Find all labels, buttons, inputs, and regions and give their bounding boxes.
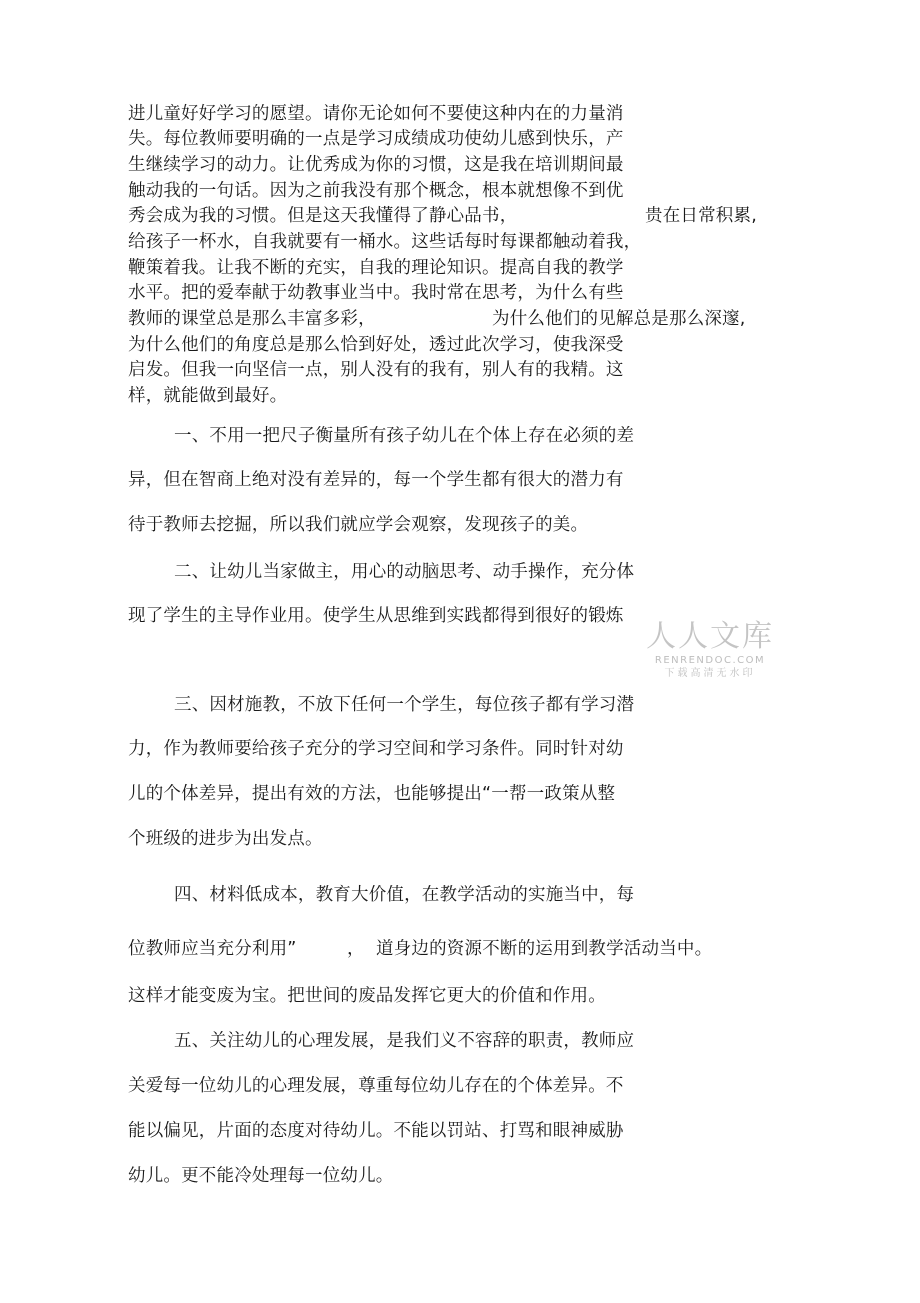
- point-line: 幼儿。更不能冷处理每一位幼儿。: [128, 1166, 394, 1186]
- text-line-tail: 为什么他们的见解总是那么深邃,: [492, 309, 746, 329]
- point-line: 力，作为教师要给孩子充分的学习空间和学习条件。同时针对幼: [128, 739, 624, 759]
- point-line: 位教师应当充分利用”: [128, 939, 297, 959]
- text-line: 教师的课堂总是那么丰富多彩，: [128, 309, 376, 329]
- watermark-logo: [645, 620, 775, 680]
- point-line: 四、材料低成本，教育大价值，在教学活动的实施当中，每: [174, 885, 635, 905]
- text-line-tail: 贵在日常积累,: [645, 206, 757, 226]
- point-line: 二、让幼儿当家做主，用心的动脑思考、动手操作，充分体: [174, 562, 635, 582]
- point-line: 能以偏见，片面的态度对待幼儿。不能以罚站、打骂和眼神威胁: [128, 1121, 624, 1141]
- point-line: 关爱每一位幼儿的心理发展，尊重每位幼儿存在的个体差异。不: [128, 1076, 624, 1096]
- text-line: 为什么他们的角度总是那么恰到好处，透过此次学习，使我深受: [128, 335, 624, 355]
- text-line: 样，就能做到最好。: [128, 386, 288, 406]
- point-line: 现了学生的主导作业用。使学生从思维到实践都得到很好的锻炼: [128, 606, 624, 626]
- point-line: 五、关注幼儿的心理发展，是我们义不容辞的职责，教师应: [174, 1031, 635, 1051]
- text-line: 触动我的一句话。因为之前我没有那个概念，根本就想像不到优: [128, 181, 624, 201]
- text-line: 秀会成为我的习惯。但是这天我懂得了静心品书，: [128, 206, 518, 226]
- point-line: 一、不用一把尺子衡量所有孩子幼儿在个体上存在必须的差: [174, 426, 635, 446]
- text-line: 水平。把的爱奉献于幼教事业当中。我时常在思考，为什么有些: [128, 283, 624, 303]
- watermark-url: RENRENDOC.COM: [654, 655, 766, 666]
- point-line: 个班级的进步为出发点。: [128, 829, 323, 849]
- text-line: 鞭策着我。让我不断的充实，自我的理论知识。提高自我的教学: [128, 258, 624, 278]
- point-line: 儿的个体差异，提出有效的方法，也能够提出“一帮一政策从整: [128, 784, 616, 804]
- text-line: 启发。但我一向坚信一点，别人没有的我有，别人有的我精。这: [128, 360, 624, 380]
- point-line: 异，但在智商上绝对没有差异的，每一个学生都有很大的潜力有: [128, 470, 624, 490]
- point-line-mid: ，: [347, 939, 365, 959]
- text-line: 生继续学习的动力。让优秀成为你的习惯，这是我在培训期间最: [128, 155, 624, 175]
- point-line: 待于教师去挖掘，所以我们就应学会观察，发现孩子的美。: [128, 515, 589, 535]
- point-line: 这样才能变废为宝。把世间的废品发挥它更大的价值和作用。: [128, 986, 606, 1006]
- point-line: 三、因材施教，不放下任何一个学生，每位孩子都有学习潜: [174, 695, 635, 715]
- watermark-title: 人人文库: [646, 619, 774, 654]
- watermark-slogan: 下载高清无水印: [664, 668, 756, 679]
- text-line: 进儿童好好学习的愿望。请你无论如何不要使这种内在的力量消: [128, 104, 624, 124]
- text-line: 给孩子一杯水，自我就要有一桶水。这些话每时每课都触动着我，: [128, 232, 642, 252]
- point-line-tail: 道身边的资源不断的运用到教学活动当中。: [376, 939, 713, 959]
- text-line: 失。每位教师要明确的一点是学习成绩成功使幼儿感到快乐，产: [128, 129, 624, 149]
